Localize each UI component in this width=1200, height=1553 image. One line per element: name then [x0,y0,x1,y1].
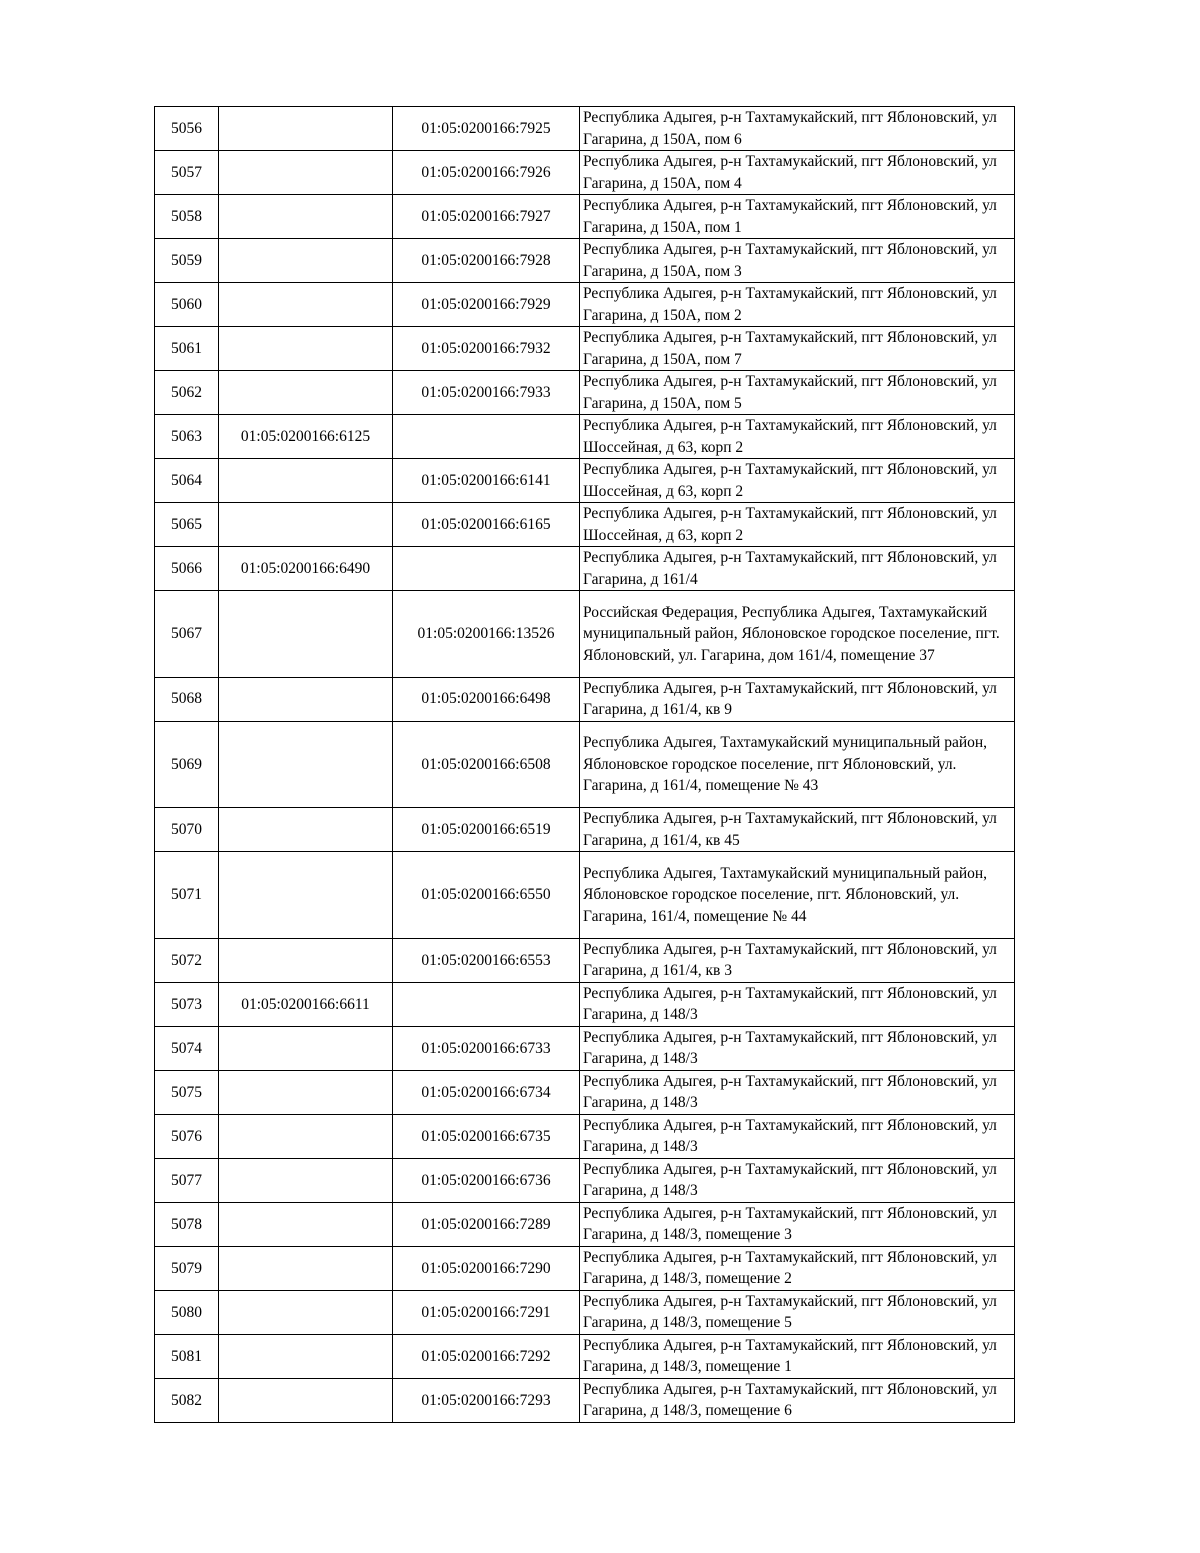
row-number-cell: 5073 [155,982,219,1026]
table-row [155,547,1015,591]
row-number-cell: 5082 [155,1378,219,1422]
address-cell: Республика Адыгея, р-н Тахтамукайский, пгт Яблоновский, ул Гагарина, д 161/4 [580,547,1015,591]
object-cadastral-number-cell: 01:05:0200166:6550 [393,852,580,939]
table-row [155,195,1015,239]
land-cadastral-number-cell [219,938,393,982]
table-row [155,677,1015,721]
land-cadastral-number-cell [219,151,393,195]
object-cadastral-number-cell [393,415,580,459]
address-cell: Республика Адыгея, р-н Тахтамукайский, пгт Яблоновский, ул Гагарина, д 148/3, помещение 6 [580,1378,1015,1422]
row-number-cell: 5079 [155,1246,219,1290]
table-row [155,1202,1015,1246]
table-row [155,721,1015,808]
registry-table-body [155,107,1015,1423]
address-cell: Республика Адыгея, р-н Тахтамукайский, пгт Яблоновский, ул Гагарина, д 148/3 [580,1158,1015,1202]
table-row [155,808,1015,852]
land-cadastral-number-cell: 01:05:0200166:6490 [219,547,393,591]
address-cell: Республика Адыгея, р-н Тахтамукайский, пгт Яблоновский, ул Гагарина, д 150А, пом 3 [580,239,1015,283]
land-cadastral-number-cell: 01:05:0200166:6125 [219,415,393,459]
land-cadastral-number-cell [219,591,393,678]
address-cell: Российская Федерация, Республика Адыгея, Тахтамукайский муниципальный район, Яблоновское городское поселение, пгт. Яблоновский, ул. Гагарина, дом 161/4, помещение 37 [580,591,1015,678]
address-cell: Республика Адыгея, р-н Тахтамукайский, пгт Яблоновский, ул Гагарина, д 161/4, кв 9 [580,677,1015,721]
land-cadastral-number-cell [219,1334,393,1378]
object-cadastral-number-cell: 01:05:0200166:6733 [393,1026,580,1070]
land-cadastral-number-cell [219,1070,393,1114]
land-cadastral-number-cell [219,1246,393,1290]
table-row [155,1158,1015,1202]
object-cadastral-number-cell: 01:05:0200166:7293 [393,1378,580,1422]
land-cadastral-number-cell: 01:05:0200166:6611 [219,982,393,1026]
address-cell: Республика Адыгея, р-н Тахтамукайский, пгт Яблоновский, ул Шоссейная, д 63, корп 2 [580,503,1015,547]
row-number-cell: 5057 [155,151,219,195]
row-number-cell: 5058 [155,195,219,239]
row-number-cell: 5070 [155,808,219,852]
object-cadastral-number-cell: 01:05:0200166:7929 [393,283,580,327]
object-cadastral-number-cell: 01:05:0200166:7289 [393,1202,580,1246]
object-cadastral-number-cell: 01:05:0200166:6165 [393,503,580,547]
table-row [155,1114,1015,1158]
row-number-cell: 5069 [155,721,219,808]
land-cadastral-number-cell [219,195,393,239]
table-row [155,938,1015,982]
address-cell: Республика Адыгея, р-н Тахтамукайский, пгт Яблоновский, ул Гагарина, д 150А, пом 4 [580,151,1015,195]
object-cadastral-number-cell: 01:05:0200166:7925 [393,107,580,151]
row-number-cell: 5056 [155,107,219,151]
address-cell: Республика Адыгея, р-н Тахтамукайский, пгт Яблоновский, ул Гагарина, д 148/3, помещение 2 [580,1246,1015,1290]
address-cell: Республика Адыгея, р-н Тахтамукайский, пгт Яблоновский, ул Гагарина, д 148/3, помещение 1 [580,1334,1015,1378]
land-cadastral-number-cell [219,721,393,808]
row-number-cell: 5059 [155,239,219,283]
address-cell: Республика Адыгея, р-н Тахтамукайский, пгт Яблоновский, ул Гагарина, д 161/4, кв 45 [580,808,1015,852]
row-number-cell: 5068 [155,677,219,721]
land-cadastral-number-cell [219,1378,393,1422]
object-cadastral-number-cell: 01:05:0200166:6498 [393,677,580,721]
object-cadastral-number-cell: 01:05:0200166:6735 [393,1114,580,1158]
object-cadastral-number-cell: 01:05:0200166:7290 [393,1246,580,1290]
address-cell: Республика Адыгея, р-н Тахтамукайский, пгт Яблоновский, ул Гагарина, д 150А, пом 1 [580,195,1015,239]
land-cadastral-number-cell [219,239,393,283]
table-row [155,459,1015,503]
land-cadastral-number-cell [219,677,393,721]
address-cell: Республика Адыгея, р-н Тахтамукайский, пгт Яблоновский, ул Гагарина, д 148/3, помещение 3 [580,1202,1015,1246]
table-row [155,982,1015,1026]
object-cadastral-number-cell: 01:05:0200166:7927 [393,195,580,239]
address-cell: Республика Адыгея, р-н Тахтамукайский, пгт Яблоновский, ул Гагарина, д 148/3 [580,1026,1015,1070]
row-number-cell: 5081 [155,1334,219,1378]
table-row [155,1334,1015,1378]
row-number-cell: 5077 [155,1158,219,1202]
table-row [155,239,1015,283]
object-cadastral-number-cell [393,547,580,591]
row-number-cell: 5067 [155,591,219,678]
land-cadastral-number-cell [219,1202,393,1246]
address-cell: Республика Адыгея, р-н Тахтамукайский, пгт Яблоновский, ул Гагарина, д 150А, пом 5 [580,371,1015,415]
row-number-cell: 5066 [155,547,219,591]
object-cadastral-number-cell: 01:05:0200166:7932 [393,327,580,371]
table-row [155,503,1015,547]
address-cell: Республика Адыгея, р-н Тахтамукайский, пгт Яблоновский, ул Шоссейная, д 63, корп 2 [580,459,1015,503]
row-number-cell: 5065 [155,503,219,547]
address-cell: Республика Адыгея, р-н Тахтамукайский, пгт Яблоновский, ул Гагарина, д 148/3, помещение 5 [580,1290,1015,1334]
table-row [155,1290,1015,1334]
address-cell: Республика Адыгея, Тахтамукайский муниципальный район, Яблоновское городское поселение, пгт. Яблоновский, ул. Гагарина, 161/4, помещение № 44 [580,852,1015,939]
object-cadastral-number-cell: 01:05:0200166:6734 [393,1070,580,1114]
address-cell: Республика Адыгея, р-н Тахтамукайский, пгт Яблоновский, ул Гагарина, д 150А, пом 6 [580,107,1015,151]
table-row [155,591,1015,678]
address-cell: Республика Адыгея, р-н Тахтамукайский, пгт Яблоновский, ул Гагарина, д 150А, пом 2 [580,283,1015,327]
land-cadastral-number-cell [219,808,393,852]
land-cadastral-number-cell [219,1158,393,1202]
land-cadastral-number-cell [219,107,393,151]
address-cell: Республика Адыгея, р-н Тахтамукайский, пгт Яблоновский, ул Гагарина, д 148/3 [580,1070,1015,1114]
object-cadastral-number-cell: 01:05:0200166:13526 [393,591,580,678]
object-cadastral-number-cell: 01:05:0200166:6508 [393,721,580,808]
table-row [155,327,1015,371]
table-row [155,1246,1015,1290]
table-row [155,151,1015,195]
object-cadastral-number-cell: 01:05:0200166:7292 [393,1334,580,1378]
row-number-cell: 5078 [155,1202,219,1246]
table-row [155,371,1015,415]
land-cadastral-number-cell [219,327,393,371]
land-cadastral-number-cell [219,1290,393,1334]
object-cadastral-number-cell: 01:05:0200166:6141 [393,459,580,503]
row-number-cell: 5072 [155,938,219,982]
land-cadastral-number-cell [219,1114,393,1158]
address-cell: Республика Адыгея, Тахтамукайский муниципальный район, Яблоновское городское поселение, пгт Яблоновский, ул. Гагарина, д 161/4, помещение № 43 [580,721,1015,808]
row-number-cell: 5071 [155,852,219,939]
table-row [155,1026,1015,1070]
table-row [155,283,1015,327]
address-cell: Республика Адыгея, р-н Тахтамукайский, пгт Яблоновский, ул Гагарина, д 148/3 [580,982,1015,1026]
row-number-cell: 5076 [155,1114,219,1158]
land-cadastral-number-cell [219,371,393,415]
table-row [155,852,1015,939]
row-number-cell: 5080 [155,1290,219,1334]
object-cadastral-number-cell: 01:05:0200166:6553 [393,938,580,982]
object-cadastral-number-cell: 01:05:0200166:7928 [393,239,580,283]
row-number-cell: 5060 [155,283,219,327]
table-row [155,1378,1015,1422]
object-cadastral-number-cell: 01:05:0200166:6736 [393,1158,580,1202]
row-number-cell: 5061 [155,327,219,371]
object-cadastral-number-cell: 01:05:0200166:7933 [393,371,580,415]
address-cell: Республика Адыгея, р-н Тахтамукайский, пгт Яблоновский, ул Гагарина, д 148/3 [580,1114,1015,1158]
land-cadastral-number-cell [219,1026,393,1070]
row-number-cell: 5075 [155,1070,219,1114]
object-cadastral-number-cell: 01:05:0200166:6519 [393,808,580,852]
address-cell: Республика Адыгея, р-н Тахтамукайский, пгт Яблоновский, ул Гагарина, д 161/4, кв 3 [580,938,1015,982]
land-cadastral-number-cell [219,503,393,547]
land-cadastral-number-cell [219,852,393,939]
object-cadastral-number-cell: 01:05:0200166:7291 [393,1290,580,1334]
table-row [155,107,1015,151]
registry-table [154,106,1015,1423]
object-cadastral-number-cell: 01:05:0200166:7926 [393,151,580,195]
row-number-cell: 5064 [155,459,219,503]
address-cell: Республика Адыгея, р-н Тахтамукайский, пгт Яблоновский, ул Шоссейная, д 63, корп 2 [580,415,1015,459]
table-row [155,415,1015,459]
address-cell: Республика Адыгея, р-н Тахтамукайский, пгт Яблоновский, ул Гагарина, д 150А, пом 7 [580,327,1015,371]
row-number-cell: 5074 [155,1026,219,1070]
row-number-cell: 5063 [155,415,219,459]
land-cadastral-number-cell [219,283,393,327]
land-cadastral-number-cell [219,459,393,503]
row-number-cell: 5062 [155,371,219,415]
table-row [155,1070,1015,1114]
object-cadastral-number-cell [393,982,580,1026]
